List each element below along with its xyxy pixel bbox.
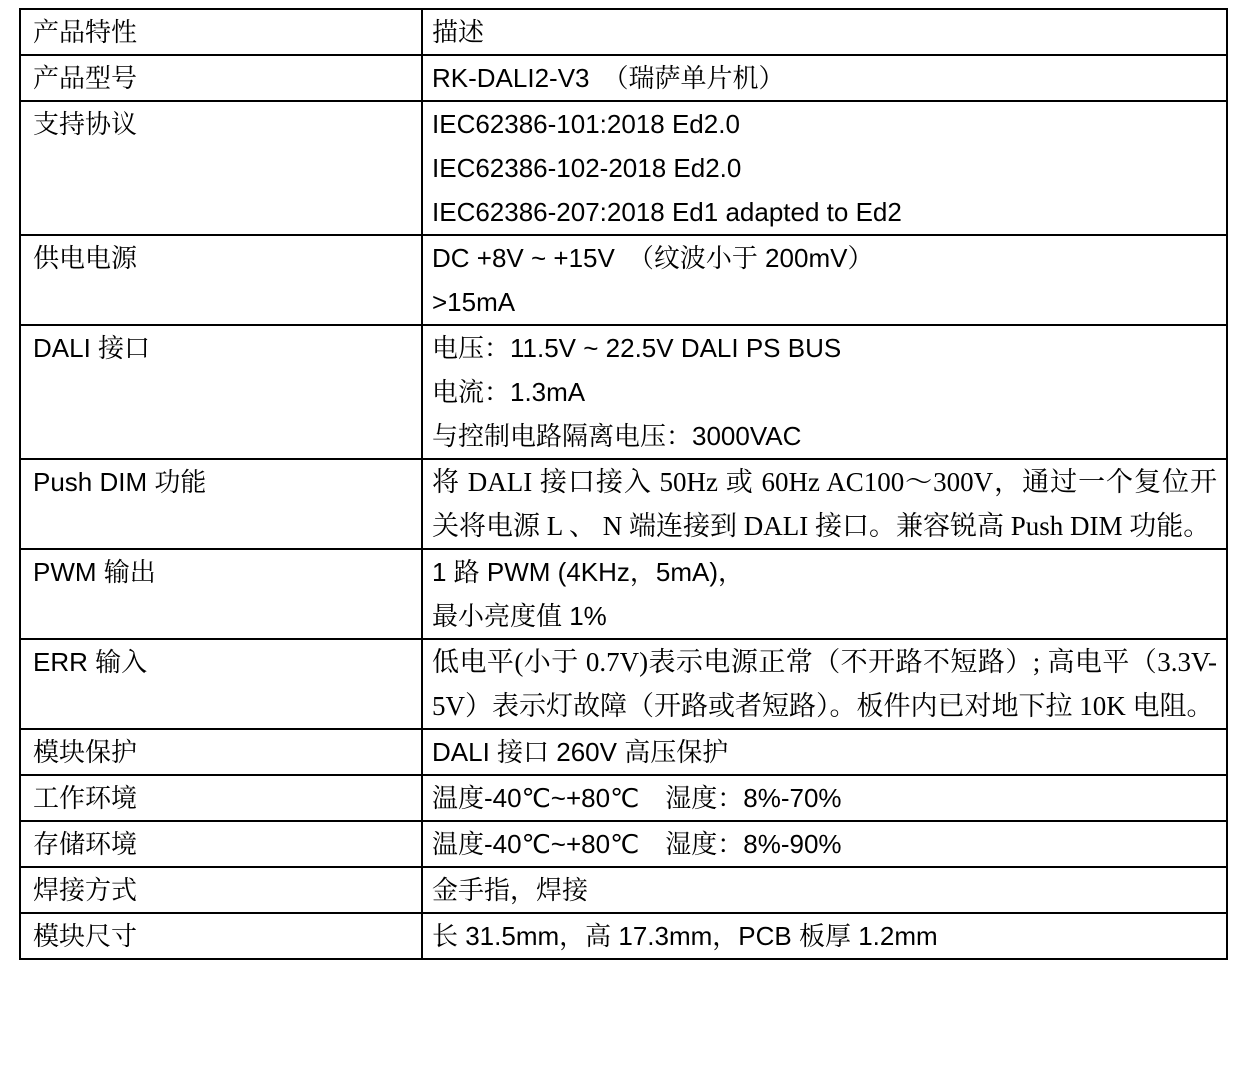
- row-supported-protocols: [20, 101, 1227, 235]
- spec-value-line: 电流：1.3mA: [432, 377, 586, 407]
- spec-value-cell: [422, 913, 1227, 959]
- row-push-dim: [20, 459, 1227, 549]
- spec-value-line: >15mA: [432, 287, 516, 317]
- row-soldering-method: [20, 867, 1227, 913]
- spec-label: PWM 输出: [33, 557, 156, 587]
- spec-label-cell: [20, 729, 422, 775]
- spec-value-cell: [422, 235, 1227, 325]
- spec-value-line: 温度-40℃~+80℃ 湿度：8%-70%: [432, 783, 842, 813]
- spec-value-line: IEC62386-207:2018 Ed1 adapted to Ed2: [432, 197, 902, 227]
- row-module-dimensions: [20, 913, 1227, 959]
- spec-value-cell: [422, 729, 1227, 775]
- row-dali-interface: [20, 325, 1227, 459]
- spec-value-line: RK-DALI2-V3 （瑞萨单片机）: [432, 63, 785, 93]
- spec-value-line: 1 路 PWM (4KHz，5mA)，: [432, 557, 745, 587]
- spec-value-cell: [422, 549, 1227, 639]
- spec-label: 焊接方式: [33, 875, 138, 905]
- spec-label-cell: [20, 55, 422, 101]
- spec-label-cell: [20, 821, 422, 867]
- spec-value-cell: [422, 55, 1227, 101]
- header-value: 描述: [432, 17, 485, 47]
- row-err-input: [20, 639, 1227, 729]
- spec-value-line: DC +8V ~ +15V （纹波小于 200mV）: [432, 243, 874, 273]
- header-value-cell: [422, 9, 1227, 55]
- row-product-model: [20, 55, 1227, 101]
- spec-value-line: 与控制电路隔离电压：3000VAC: [432, 421, 802, 451]
- spec-value-cell: [422, 325, 1227, 459]
- spec-value-cell: [422, 101, 1227, 235]
- header-label-cell: [20, 9, 422, 55]
- spec-label-cell: [20, 459, 422, 549]
- spec-label: 存储环境: [33, 829, 138, 859]
- spec-value-line: 电压：11.5V ~ 22.5V DALI PS BUS: [432, 333, 842, 363]
- spec-value-line: 低电平(小于 0.7V)表示电源正常（不开路不短路）; 高电平（3.3V-5V）表示灯故障（开路或者短路）。板件内已对地下拉 10K 电阻。: [432, 647, 1217, 721]
- spec-value-line: IEC62386-101:2018 Ed2.0: [432, 109, 740, 139]
- spec-label: DALI 接口: [33, 333, 151, 363]
- spec-label-cell: [20, 101, 422, 235]
- spec-value-cell: [422, 821, 1227, 867]
- row-pwm-output: [20, 549, 1227, 639]
- row-power-supply: [20, 235, 1227, 325]
- spec-value-line: 最小亮度值 1%: [432, 601, 607, 631]
- spec-value-line: 温度-40℃~+80℃ 湿度：8%-90%: [432, 829, 842, 859]
- spec-label-cell: [20, 549, 422, 639]
- product-spec-table: [19, 8, 1228, 960]
- spec-label-cell: [20, 639, 422, 729]
- spec-value-line: 金手指，焊接: [432, 875, 589, 905]
- spec-label-cell: [20, 867, 422, 913]
- spec-label: 模块保护: [33, 737, 138, 767]
- row-operating-environment: [20, 775, 1227, 821]
- spec-value-cell: [422, 639, 1227, 729]
- spec-value-cell: [422, 775, 1227, 821]
- spec-value-line: 长 31.5mm，高 17.3mm，PCB 板厚 1.2mm: [432, 921, 938, 951]
- spec-label-cell: [20, 325, 422, 459]
- spec-value-line: 将 DALI 接口接入 50Hz 或 60Hz AC100～300V，通过一个复位开关将电源 L 、 N 端连接到 DALI 接口。兼容锐高 Push DIM 功能。: [432, 467, 1217, 541]
- spec-label-cell: [20, 775, 422, 821]
- spec-label: 产品型号: [33, 63, 138, 93]
- header-label: 产品特性: [33, 17, 138, 47]
- spec-value-line: DALI 接口 260V 高压保护: [432, 737, 729, 767]
- spec-label-cell: [20, 235, 422, 325]
- header-row: [20, 9, 1227, 55]
- row-module-protection: [20, 729, 1227, 775]
- spec-label: 模块尺寸: [33, 921, 138, 951]
- spec-value-cell: [422, 459, 1227, 549]
- spec-label: 支持协议: [33, 109, 138, 139]
- row-storage-environment: [20, 821, 1227, 867]
- spec-label: 工作环境: [33, 783, 138, 813]
- spec-value-cell: [422, 867, 1227, 913]
- spec-label: Push DIM 功能: [33, 467, 207, 497]
- spec-label: 供电电源: [33, 243, 138, 273]
- spec-value-line: IEC62386-102-2018 Ed2.0: [432, 153, 742, 183]
- spec-label: ERR 输入: [33, 647, 148, 677]
- spec-label-cell: [20, 913, 422, 959]
